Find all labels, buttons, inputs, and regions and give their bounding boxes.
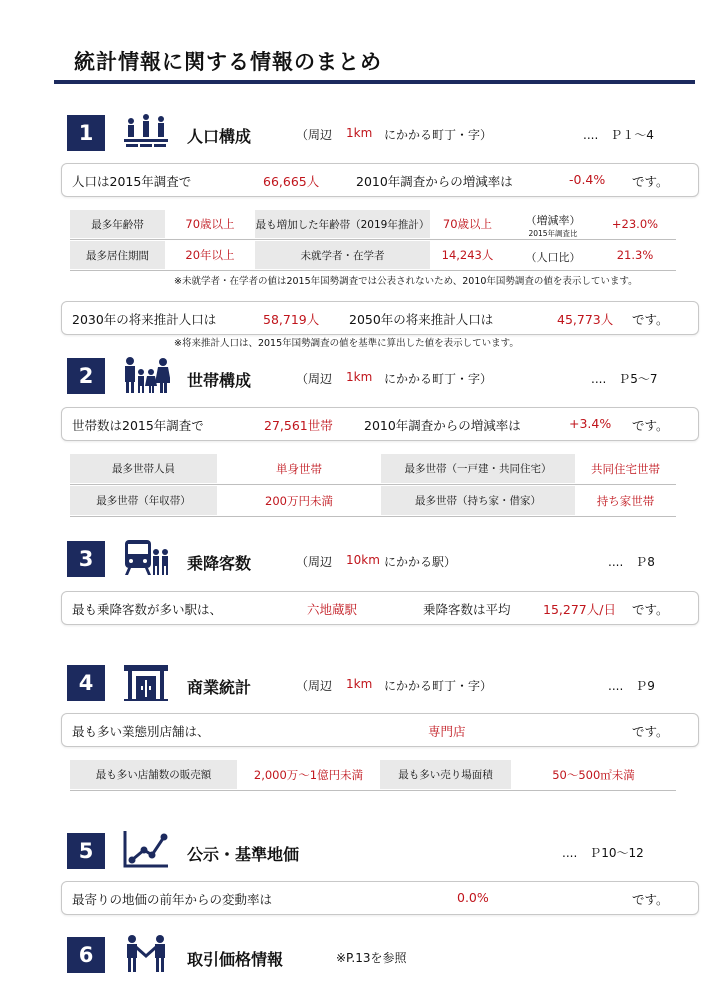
title-rule [54,80,695,84]
household-change-rate: +3.4% [569,416,612,431]
label-most-age-band: 最多年齢帯 [70,210,165,238]
label-most-sales-amount: 最も多い店舗数の販売額 [70,760,237,789]
label-population-ratio: （人口比） [525,251,581,264]
population-text-a: 人口は2015年調査で [72,174,192,189]
table-divider [70,484,676,485]
value-population-ratio: 21.3% [616,248,654,262]
section-1-number: 1 [67,115,105,151]
section-2-title: 世帯構成 [187,371,252,390]
future-text-e: です。 [632,312,669,327]
section-6-note: ※P.13を参照 [336,951,407,965]
value-most-floor-area: 50～500㎡未満 [552,767,635,782]
section-3-scope-suffix: にかかる駅） [384,555,457,569]
station-text-c: 乗降客数は平均 [423,602,511,617]
section-2-distance: 1km [346,370,373,384]
section-1-distance: 1km [346,126,373,140]
land-price-chart-icon [122,829,170,869]
label-change-rate: （増減率） [525,214,581,227]
population-value: 66,665人 [263,174,320,189]
value-most-household-housing: 共同住宅世帯 [591,461,660,476]
section-2-scope: （周辺 [296,372,333,386]
label-most-household-size: 最多世帯人員 [70,454,217,483]
station-summary-box [61,591,699,625]
section-1-scope: （周辺 [296,128,333,142]
section-6-number: 6 [67,937,105,973]
footnote-students: ※未就学者・在学者の値は2015年国勢調査では公表されないため、2010年国勢調査の値を表示しています。 [174,276,638,287]
section-5-title: 公示・基準地価 [187,845,300,864]
section-4-scope-suffix: にかかる町丁・字） [384,679,493,693]
table-divider [70,516,676,517]
population-text-e: です。 [632,174,669,189]
value-most-household-tenure: 持ち家世帯 [596,493,655,508]
section-6-title: 取引価格情報 [187,950,284,969]
label-change-rate-group [518,212,588,239]
land-price-summary-box [61,881,699,915]
commerce-text-a: 最も多い業態別店舗は、 [72,724,210,739]
population-2030-value: 58,719人 [263,312,320,327]
label-most-household-housing: 最多世帯（一戸建・共同住宅） [381,454,575,483]
section-4-distance: 1km [346,677,373,691]
busiest-station-value: 六地蔵駅 [307,602,358,617]
household-text-c: 2010年調査からの増減率は [364,418,521,433]
section-3-title: 乗降客数 [187,554,252,573]
section-5-pages: .... Ｐ10～12 [562,846,644,860]
value-most-sales-amount: 2,000万～1億円未満 [253,767,364,782]
value-most-household-income: 200万円未満 [265,493,333,508]
household-summary-box [61,407,699,441]
station-text-a: 最も乗降客数が多い駅は、 [72,602,223,617]
land-price-text-a: 最寄りの地価の前年からの変動率は [72,892,273,907]
most-store-type-value: 専門店 [428,724,466,739]
section-4-number: 4 [67,665,105,701]
section-3-pages: .... Ｐ8 [608,555,655,569]
section-2-scope-suffix: にかかる町丁・字） [384,372,493,386]
footnote-future: ※将来推計人口は、2015年国勢調査の値を基準に算出した値を表示しています。 [174,338,519,349]
handshake-people-icon [122,934,170,974]
section-4-pages: .... Ｐ9 [608,679,655,693]
train-passenger-icon [122,538,170,578]
household-count-value: 27,561世帯 [264,418,333,433]
section-3-number: 3 [67,541,105,577]
household-text-e: です。 [632,418,669,433]
section-1-scope-suffix: にかかる町丁・字） [384,128,493,142]
label-most-floor-area: 最も多い売り場面積 [380,760,511,789]
future-text-a: 2030年の将来推計人口は [72,312,217,327]
population-2050-value: 45,773人 [557,312,614,327]
section-1-pages: .... Ｐ１～4 [583,128,654,142]
label-change-rate-basis: 2015年調査比 [528,229,578,238]
label-most-residence-period: 最多居住期間 [70,241,165,269]
label-most-household-income: 最多世帯（年収帯） [70,486,217,515]
value-most-household-size: 単身世帯 [276,461,322,476]
section-5-number: 5 [67,833,105,869]
future-text-c: 2050年の将来推計人口は [349,312,494,327]
commerce-summary-box [61,713,699,747]
section-4-scope: （周辺 [296,679,333,693]
section-2-pages: .... Ｐ5～7 [591,372,658,386]
average-passengers-value: 15,277人/日 [543,602,616,617]
population-summary-box [61,163,699,197]
value-most-residence-period: 20年以上 [185,248,235,262]
value-most-age-band: 70歳以上 [185,217,235,231]
land-price-text-e: です。 [632,892,669,907]
page-title: 統計情報に関する情報のまとめ [74,50,382,74]
label-most-household-tenure: 最多世帯（持ち家・借家） [381,486,575,515]
label-preschool-students: 未就学者・在学者 [255,241,430,269]
household-text-a: 世帯数は2015年調査で [72,418,204,433]
population-change-rate: -0.4% [569,172,606,187]
household-icon [122,356,170,396]
table-divider [70,790,676,791]
store-icon [122,662,170,702]
table-divider [70,239,676,240]
section-1-title: 人口構成 [187,127,252,146]
value-change-rate: +23.0% [611,217,659,231]
section-3-scope: （周辺 [296,555,333,569]
population-icon [122,112,170,152]
population-text-c: 2010年調査からの増減率は [356,174,513,189]
commerce-text-e: です。 [632,724,669,739]
value-most-increased-age-band: 70歳以上 [442,217,493,231]
station-text-e: です。 [632,602,669,617]
section-3-distance: 10km [346,553,380,567]
section-4-title: 商業統計 [187,678,252,697]
value-preschool-students: 14,243人 [441,248,494,262]
section-2-number: 2 [67,358,105,394]
label-most-increased-age-band: 最も増加した年齢帯（2019年推計） [255,210,430,238]
table-divider [70,270,676,271]
land-price-change-value: 0.0% [457,890,489,905]
future-population-box [61,301,699,335]
